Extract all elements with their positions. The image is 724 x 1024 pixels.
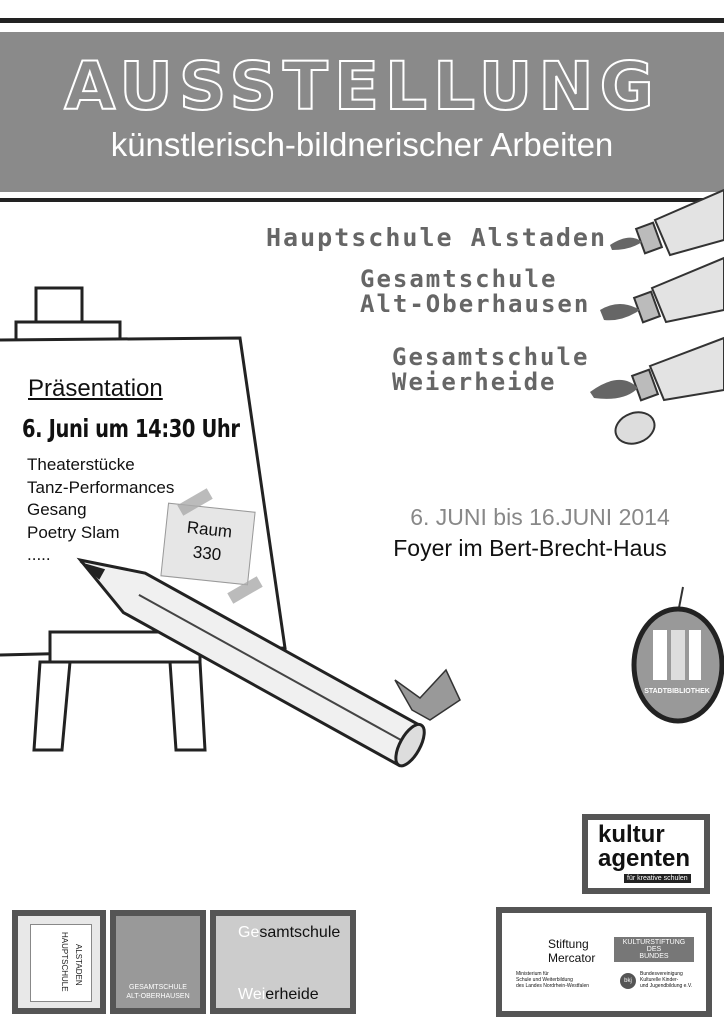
list-item: Tanz-Performances: [27, 478, 175, 497]
logo-frame-alt-oberhausen: [110, 910, 206, 1014]
alt-oberhausen-text2: ALT-OBERHAUSEN: [126, 993, 190, 1000]
room-number: 330: [191, 542, 223, 565]
list-item: .....: [27, 545, 51, 564]
stiftung-text2: Mercator: [548, 951, 596, 965]
kulturagenten-line1: kultur: [598, 821, 665, 848]
stadtbibliothek-logo: [628, 585, 724, 735]
top-rule: [0, 18, 724, 23]
kulturagenten-tagline: für kreative schulen: [624, 874, 691, 883]
school-name-alstaden: Hauptschule Alstaden: [266, 223, 608, 252]
school-name-alt-oberhausen: Gesamtschule Alt-Oberhausen: [360, 265, 591, 319]
bkj-text: Bundesvereinigung Kulturelle Kinder- und Jugendbildung e.V.: [640, 971, 693, 989]
stadtbibliothek-label: STADTBIBLIOTHEK: [644, 688, 710, 695]
presentation-heading: Präsentation: [28, 375, 163, 402]
hauptschule-text: HAUPTSCHULE: [60, 932, 69, 992]
kulturagenten-line2: agenten: [598, 845, 691, 872]
list-item: Theaterstücke: [27, 455, 135, 474]
bkj-logo: bkj: [620, 973, 636, 989]
weierheide-top: Gesamtschule: [238, 924, 341, 941]
sponsor-logos-frame: [496, 907, 712, 1017]
logo-frame-hauptschule: [12, 910, 106, 1014]
ministerium-text: Ministerium für Schule und Weiterbildung des Landes Nordrhein-Westfalen: [516, 971, 590, 989]
event-venue: Foyer im Bert-Brecht-Haus: [393, 535, 667, 561]
list-item: Poetry Slam: [27, 523, 120, 542]
school-name-weierheide: Gesamtschule Weierheide: [392, 343, 590, 397]
list-item: Gesang: [27, 500, 87, 519]
room-label: Raum: [185, 517, 234, 542]
kulturagenten-logo: [582, 814, 710, 894]
kulturstiftung-logo: KULTURSTIFTUNG DES BUNDES: [614, 937, 694, 962]
alstaden-text: ALSTADEN: [74, 944, 83, 986]
page-title: AUSSTELLUNG: [64, 48, 660, 125]
logo-frame-weierheide: [210, 910, 356, 1014]
alt-oberhausen-text1: GESAMTSCHULE: [129, 984, 187, 991]
page-subtitle: künstlerisch-bildnerischer Arbeiten: [110, 126, 614, 163]
room-note: [160, 503, 255, 586]
stiftung-text1: Stiftung: [548, 937, 589, 951]
event-dates: 6. JUNI bis 16.JUNI 2014: [410, 504, 670, 530]
weierheide-bottom: Weierheide: [238, 986, 319, 1003]
presentation-datetime: 6. Juni um 14:30 Uhr: [22, 414, 240, 443]
